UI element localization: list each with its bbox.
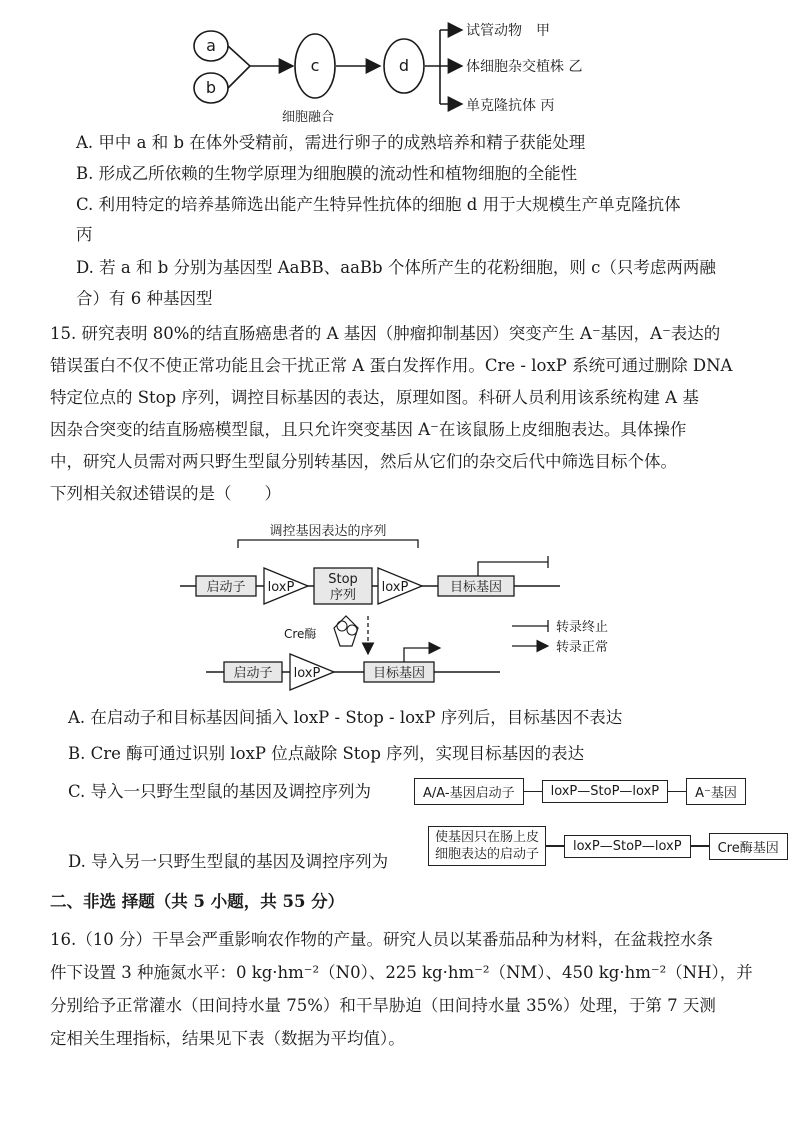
chain-box-line: 使基因只在肠上皮: [435, 830, 540, 845]
q15-option-c-chain: [414, 778, 746, 805]
q14-option-a: A. 甲中 a 和 b 在体外受精前，需进行卵子的成熟培养和精子获能处理: [76, 133, 586, 152]
chain-box: A⁻基因: [686, 778, 746, 805]
q15-stem-line: 中，研究人员需对两只野生型鼠分别转基因，然后从它们的杂交后代中筛选目标个体。: [50, 452, 677, 471]
chain-box: loxP—StoP—loxP: [564, 835, 691, 858]
legend-stop-symbol: [512, 620, 548, 632]
chain-box: A/A-基因启动子: [414, 778, 524, 805]
target-gene-label: 目标基因: [449, 580, 503, 595]
loxp-label: loxP: [267, 580, 295, 595]
promoter-label: 启动子: [206, 580, 246, 595]
q15-option-a: A. 在启动子和目标基因间插入 loxP - Stop - loxP 序列后，目标基因不表达: [68, 708, 623, 727]
section-heading: 二、非选 择题（共 5 小题，共 55 分）: [50, 892, 345, 911]
promoter-label: 启动子: [233, 666, 273, 681]
cell-b-label: b: [205, 78, 217, 97]
loxp-label: loxP: [381, 580, 409, 595]
cre-loxp-diagram: [0, 520, 800, 700]
fusion-label: 细胞融合: [281, 110, 335, 125]
transcription-stop-symbol: [478, 556, 548, 576]
legend-stop-label: 转录终止: [556, 620, 609, 635]
output-2: 体细胞杂交植株 乙: [466, 59, 583, 75]
cre-label: Cre酶: [284, 627, 317, 641]
transcription-normal-arrow: [404, 648, 440, 662]
q14-option-b: B. 形成乙所依赖的生物学原理为细胞膜的流动性和植物细胞的全能性: [76, 164, 578, 183]
q14-option-c-cont: 丙: [76, 225, 93, 244]
q15-stem-line: 下列相关叙述错误的是（ ）: [50, 484, 281, 503]
cell-d-label: d: [398, 56, 410, 75]
stop-label-line2: 序列: [329, 588, 357, 603]
output-1: 试管动物 甲: [466, 23, 550, 39]
q16-stem-line: 分别给予正常灌水（田间持水量 75%）和干旱胁迫（田间持水量 35%）处理，于第 7 天测: [50, 996, 716, 1015]
chain-box: [428, 826, 546, 866]
target-gene-label: 目标基因: [372, 666, 426, 681]
q14-option-c: C. 利用特定的培养基筛选出能产生特异性抗体的细胞 d 用于大规模生产单克隆抗体: [76, 195, 681, 214]
q15-stem-line: 因杂合突变的结直肠癌模型鼠，且只允许突变基因 A⁻在该鼠肠上皮细胞表达。具体操作: [50, 420, 687, 439]
q15-option-b: B. Cre 酶可通过识别 loxP 位点敲除 Stop 序列，实现目标基因的表达: [68, 744, 585, 763]
regulatory-bracket: [238, 540, 418, 548]
q15-stem-line: 15. 研究表明 80%的结直肠癌患者的 A 基因（肿瘤抑制基因）突变产生 A⁻基因，A⁻表达的: [50, 324, 721, 343]
loxp-label: loxP: [293, 666, 321, 681]
chain-box: loxP—StoP—loxP: [542, 780, 669, 803]
stop-label-line1: Stop: [328, 572, 358, 587]
chain-box: Cre酶基因: [709, 833, 788, 860]
cell-fusion-diagram: [0, 0, 800, 130]
q14-option-d: D. 若 a 和 b 分别为基因型 AaBB、aaBb 个体所产生的花粉细胞，则 c（只考虑两两融: [76, 258, 716, 277]
cell-a-label: a: [206, 36, 216, 55]
q16-stem-line: 16.（10 分）干旱会严重影响农作物的产量。研究人员以某番茄品种为材料，在盆栽控水条: [50, 930, 713, 949]
q15-stem-line: 错误蛋白不仅不使正常功能且会干扰正常 A 蛋白发挥作用。Cre - loxP 系统可通过删除 DNA: [50, 356, 733, 375]
q14-option-d-cont: 合）有 6 种基因型: [76, 289, 213, 308]
output-3: 单克隆抗体 丙: [466, 98, 555, 114]
cre-enzyme-icon: [334, 616, 358, 646]
chain-box-line: 细胞表达的启动子: [435, 847, 540, 862]
q15-option-d-chain: [428, 826, 788, 866]
q15-stem-line: 特定位点的 Stop 序列，调控目标基因的表达，原理如图。科研人员利用该系统构建 A 基: [50, 388, 699, 407]
bracket-label: 调控基因表达的序列: [269, 524, 387, 539]
q15-option-d: D. 导入另一只野生型鼠的基因及调控序列为: [68, 852, 389, 871]
legend-normal-label: 转录正常: [556, 640, 609, 655]
cell-c-label: c: [310, 56, 320, 75]
q16-stem-line: 定相关生理指标，结果见下表（数据为平均值）。: [50, 1029, 405, 1048]
q15-option-c: C. 导入一只野生型鼠的基因及调控序列为: [68, 782, 372, 801]
q16-stem-line: 件下设置 3 种施氮水平：0 kg·hm⁻²（N0）、225 kg·hm⁻²（NM）、450 kg·hm⁻²（NH），并: [50, 963, 753, 982]
